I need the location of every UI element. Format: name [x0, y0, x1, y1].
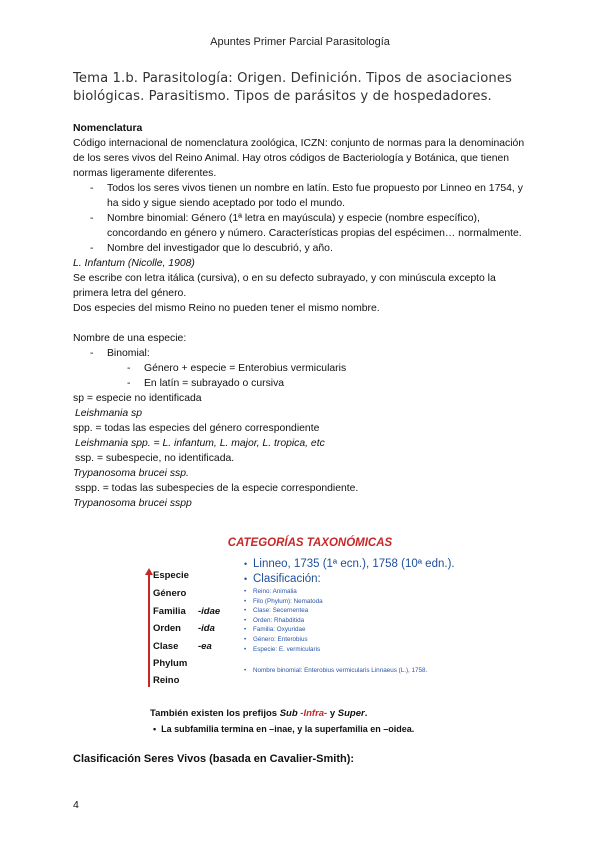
- list-item: • Clase: Secernentea: [244, 607, 309, 615]
- def-spp: spp. = todas las especies del género correspondiente: [73, 423, 320, 434]
- example-sp: Leishmania sp: [75, 408, 143, 419]
- list-item: • Orden: Rhabditida: [244, 616, 305, 624]
- classification-item: Orden: Rhabditida: [253, 616, 305, 624]
- list-item: - Nombre del investigador que lo descubrió, y año.: [90, 243, 333, 254]
- binomial-label: Binomial:: [107, 348, 150, 359]
- sub-bullet: Género + especie = Enterobius vermicularis: [144, 363, 347, 374]
- linneo-text: Linneo, 1735 (1ª ecn.), 1758 (10ª edn.).: [253, 558, 455, 570]
- paragraph: Dos especies del mismo Reino no pueden tener el mismo nombre.: [73, 303, 380, 314]
- list-item: - En latín = subrayado o cursiva: [127, 378, 285, 389]
- main-content: [73, 121, 533, 511]
- list-item: - Todos los seres vivos tienen un nombre en latín. Esto fue propuesto por Linneo en 1754, y ha sido y sigue siendo aceptado por todo el mundo.: [73, 181, 533, 211]
- page-header: Apuntes Primer Parcial Parasitología: [210, 36, 390, 48]
- rank-orden: Orden: [153, 623, 181, 634]
- list-item: - Binomial:: [90, 348, 150, 359]
- rank-phylum: Phylum: [153, 658, 188, 669]
- arrow-shaft: [148, 573, 150, 687]
- classification-item: Familia: Oxyuridae: [253, 626, 306, 634]
- rank-genero: Género: [153, 588, 187, 599]
- bullet-text: Todos los seres vivos tienen un nombre en latín. Esto fue propuesto por Linneo en 1754, y ha sido y sigue siendo aceptado por todo el mundo.: [107, 183, 523, 209]
- classification-item: Filo (Phylum): Nematoda: [253, 597, 323, 605]
- def-sp: sp = especie no identificada: [73, 393, 202, 404]
- section-heading: Clasificación Seres Vivos (basada en Cavalier-Smith):: [73, 753, 355, 765]
- nombre-intro: Nombre de una especie:: [73, 333, 187, 344]
- prefix-note: También existen los prefijos Sub -Infra- y Super.: [150, 708, 368, 719]
- classification-item: Género: Enterobius: [253, 635, 308, 643]
- example-name: L. Infantum (Nicolle, 1908): [73, 258, 195, 269]
- binomial-name: Nombre binomial: Enterobius vermicularis Linnaeus (L.), 1758.: [253, 667, 428, 675]
- classification-item: Clase: Secernentea: [253, 607, 309, 615]
- bullet-text: Nombre del investigador que lo descubrió, y año.: [107, 243, 333, 254]
- example-sspp: Trypanosoma brucei sspp: [73, 498, 192, 509]
- list-item: • Linneo, 1735 (1ª ecn.), 1758 (10ª edn.).: [244, 558, 455, 570]
- sub-bullet: En latín = subrayado o cursiva: [144, 378, 285, 389]
- list-item: • Reino: Animalia: [244, 588, 297, 595]
- suffix-orden: -ida: [198, 623, 215, 634]
- example-ssp: Trypanosoma brucei ssp.: [73, 468, 189, 479]
- bullet-text: Nombre binomial: Género (1ª letra en mayúscula) y especie (nombre específico), concordando en género y número. Características propias del espécimen… normalmente.: [107, 213, 522, 239]
- classification-list: [244, 557, 476, 676]
- classification-item: Reino: Animalia: [253, 588, 297, 595]
- suffix-clase: -ea: [198, 641, 212, 652]
- taxonomic-categories-figure: [142, 521, 478, 740]
- list-item: - Género + especie = Enterobius vermicularis: [127, 363, 347, 374]
- paragraph: Se escribe con letra itálica (cursiva), o en su defecto subrayado, y con minúscula excepto la primera letra del género.: [73, 273, 496, 299]
- nomenclatura-heading: Nomenclatura: [73, 123, 143, 134]
- suffix-familia: -idae: [198, 606, 221, 617]
- def-ssp: ssp. = subespecie, no identificada.: [75, 453, 235, 464]
- suffix-note: • La subfamilia termina en –inae, y la superfamilia en –oidea.: [153, 724, 415, 734]
- rank-clase: Clase: [153, 641, 179, 652]
- nomenclatura-intro: Código internacional de nomenclatura zoológica, ICZN: conjunto de normas para la denominación de los seres vivos del Reino Animal. Hay otros códigos de Bacteriología y Botánica, que tienen normas ligeramente diferentes.: [73, 138, 525, 179]
- figure-title: CATEGORÍAS TAXONÓMICAS: [227, 537, 393, 549]
- rank-familia: Familia: [153, 606, 186, 617]
- list-item: - Nombre binomial: Género (1ª letra en mayúscula) y especie (nombre específico), concordando en género y número. Características propias del espécimen… normalmente.: [73, 211, 533, 241]
- classification-item: Especie: E. vermicularis: [253, 645, 321, 653]
- list-item: • Nombre binomial: Enterobius vermicularis Linnaeus (L.), 1758.: [244, 667, 428, 675]
- rank-reino: Reino: [153, 675, 180, 686]
- list-item: • Filo (Phylum): Nematoda: [244, 597, 323, 605]
- list-item: • Especie: E. vermicularis: [244, 645, 321, 653]
- def-sspp: sspp. = todas las subespecies de la especie correspondiente.: [75, 483, 359, 494]
- clasificacion-label: Clasificación:: [253, 573, 321, 585]
- page-number: 4: [73, 799, 79, 811]
- list-item: • Género: Enterobius: [244, 635, 308, 643]
- rank-especie: Especie: [153, 570, 189, 581]
- list-item: • Familia: Oxyuridae: [244, 626, 306, 634]
- list-item: • Clasificación:: [244, 573, 321, 585]
- page-title: Tema 1.b. Parasitología: Origen. Definición. Tipos de asociaciones biológicas. Parasitismo. Tipos de parásitos y de hospedadores.: [73, 71, 513, 104]
- example-spp: Leishmania spp. = L. infantum, L. major, L. tropica, etc: [75, 438, 325, 449]
